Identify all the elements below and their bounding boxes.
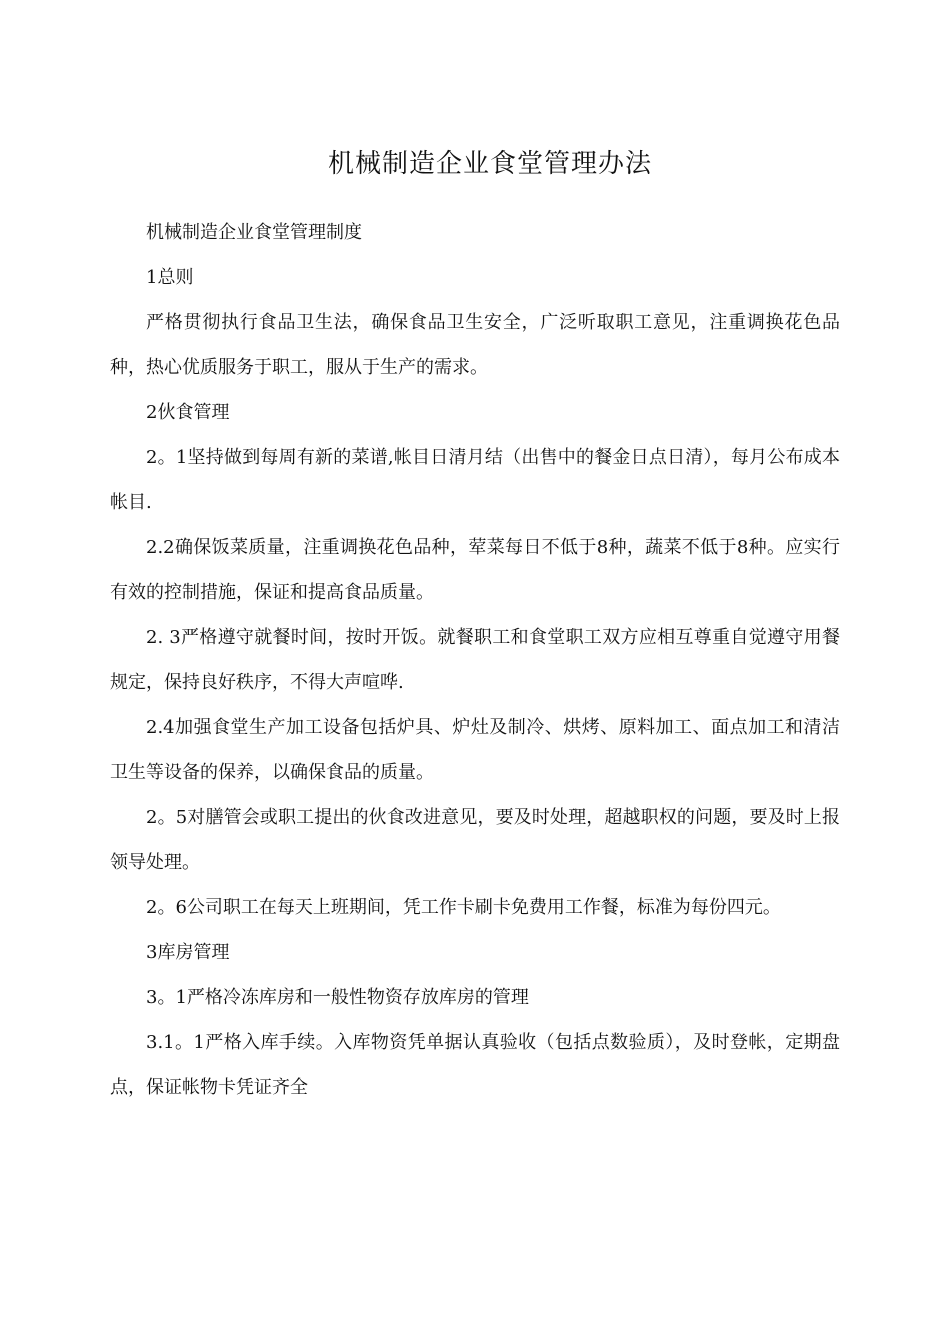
paragraph: 3。1严格冷冻库房和一般性物资存放库房的管理 [146,987,529,1008]
document-title: 机械制造企业食堂管理办法 [327,149,652,179]
paragraph: 机械制造企业食堂管理制度 [146,222,362,243]
paragraph: 2. 3严格遵守就餐时间，按时开饭。就餐职工和食堂职工双方应相互尊重自觉遵守用餐规定，保持良好秩序，不得大声喧哗. [110,627,840,693]
paragraph: 2。6公司职工在每天上班期间，凭工作卡刷卡免费用工作餐，标准为每份四元。 [146,897,781,918]
document-body [110,210,840,1110]
paragraph: 3库房管理 [146,942,230,963]
paragraph: 2。1坚持做到每周有新的菜谱,帐目日清月结（出售中的餐金日点日清），每月公布成本帐目. [110,447,840,513]
paragraph: 1总则 [146,267,194,288]
paragraph: 严格贯彻执行食品卫生法，确保食品卫生安全，广泛听取职工意见，注重调换花色品种，热心优质服务于职工，服从于生产的需求。 [110,312,840,378]
paragraph: 3.1。1严格入库手续。入库物资凭单据认真验收（包括点数验质），及时登帐，定期盘点，保证帐物卡凭证齐全 [110,1032,840,1098]
paragraph: 2伙食管理 [146,402,230,423]
paragraph: 2.4加强食堂生产加工设备包括炉具、炉灶及制冷、烘烤、原料加工、面点加工和清洁卫生等设备的保养，以确保食品的质量。 [110,717,840,783]
paragraph: 2.2确保饭菜质量，注重调换花色品种，荤菜每日不低于8种，蔬菜不低于8种。应实行有效的控制措施，保证和提高食品质量。 [110,537,840,603]
paragraph: 2。5对膳管会或职工提出的伙食改进意见，要及时处理，超越职权的问题，要及时上报领导处理。 [110,807,840,873]
